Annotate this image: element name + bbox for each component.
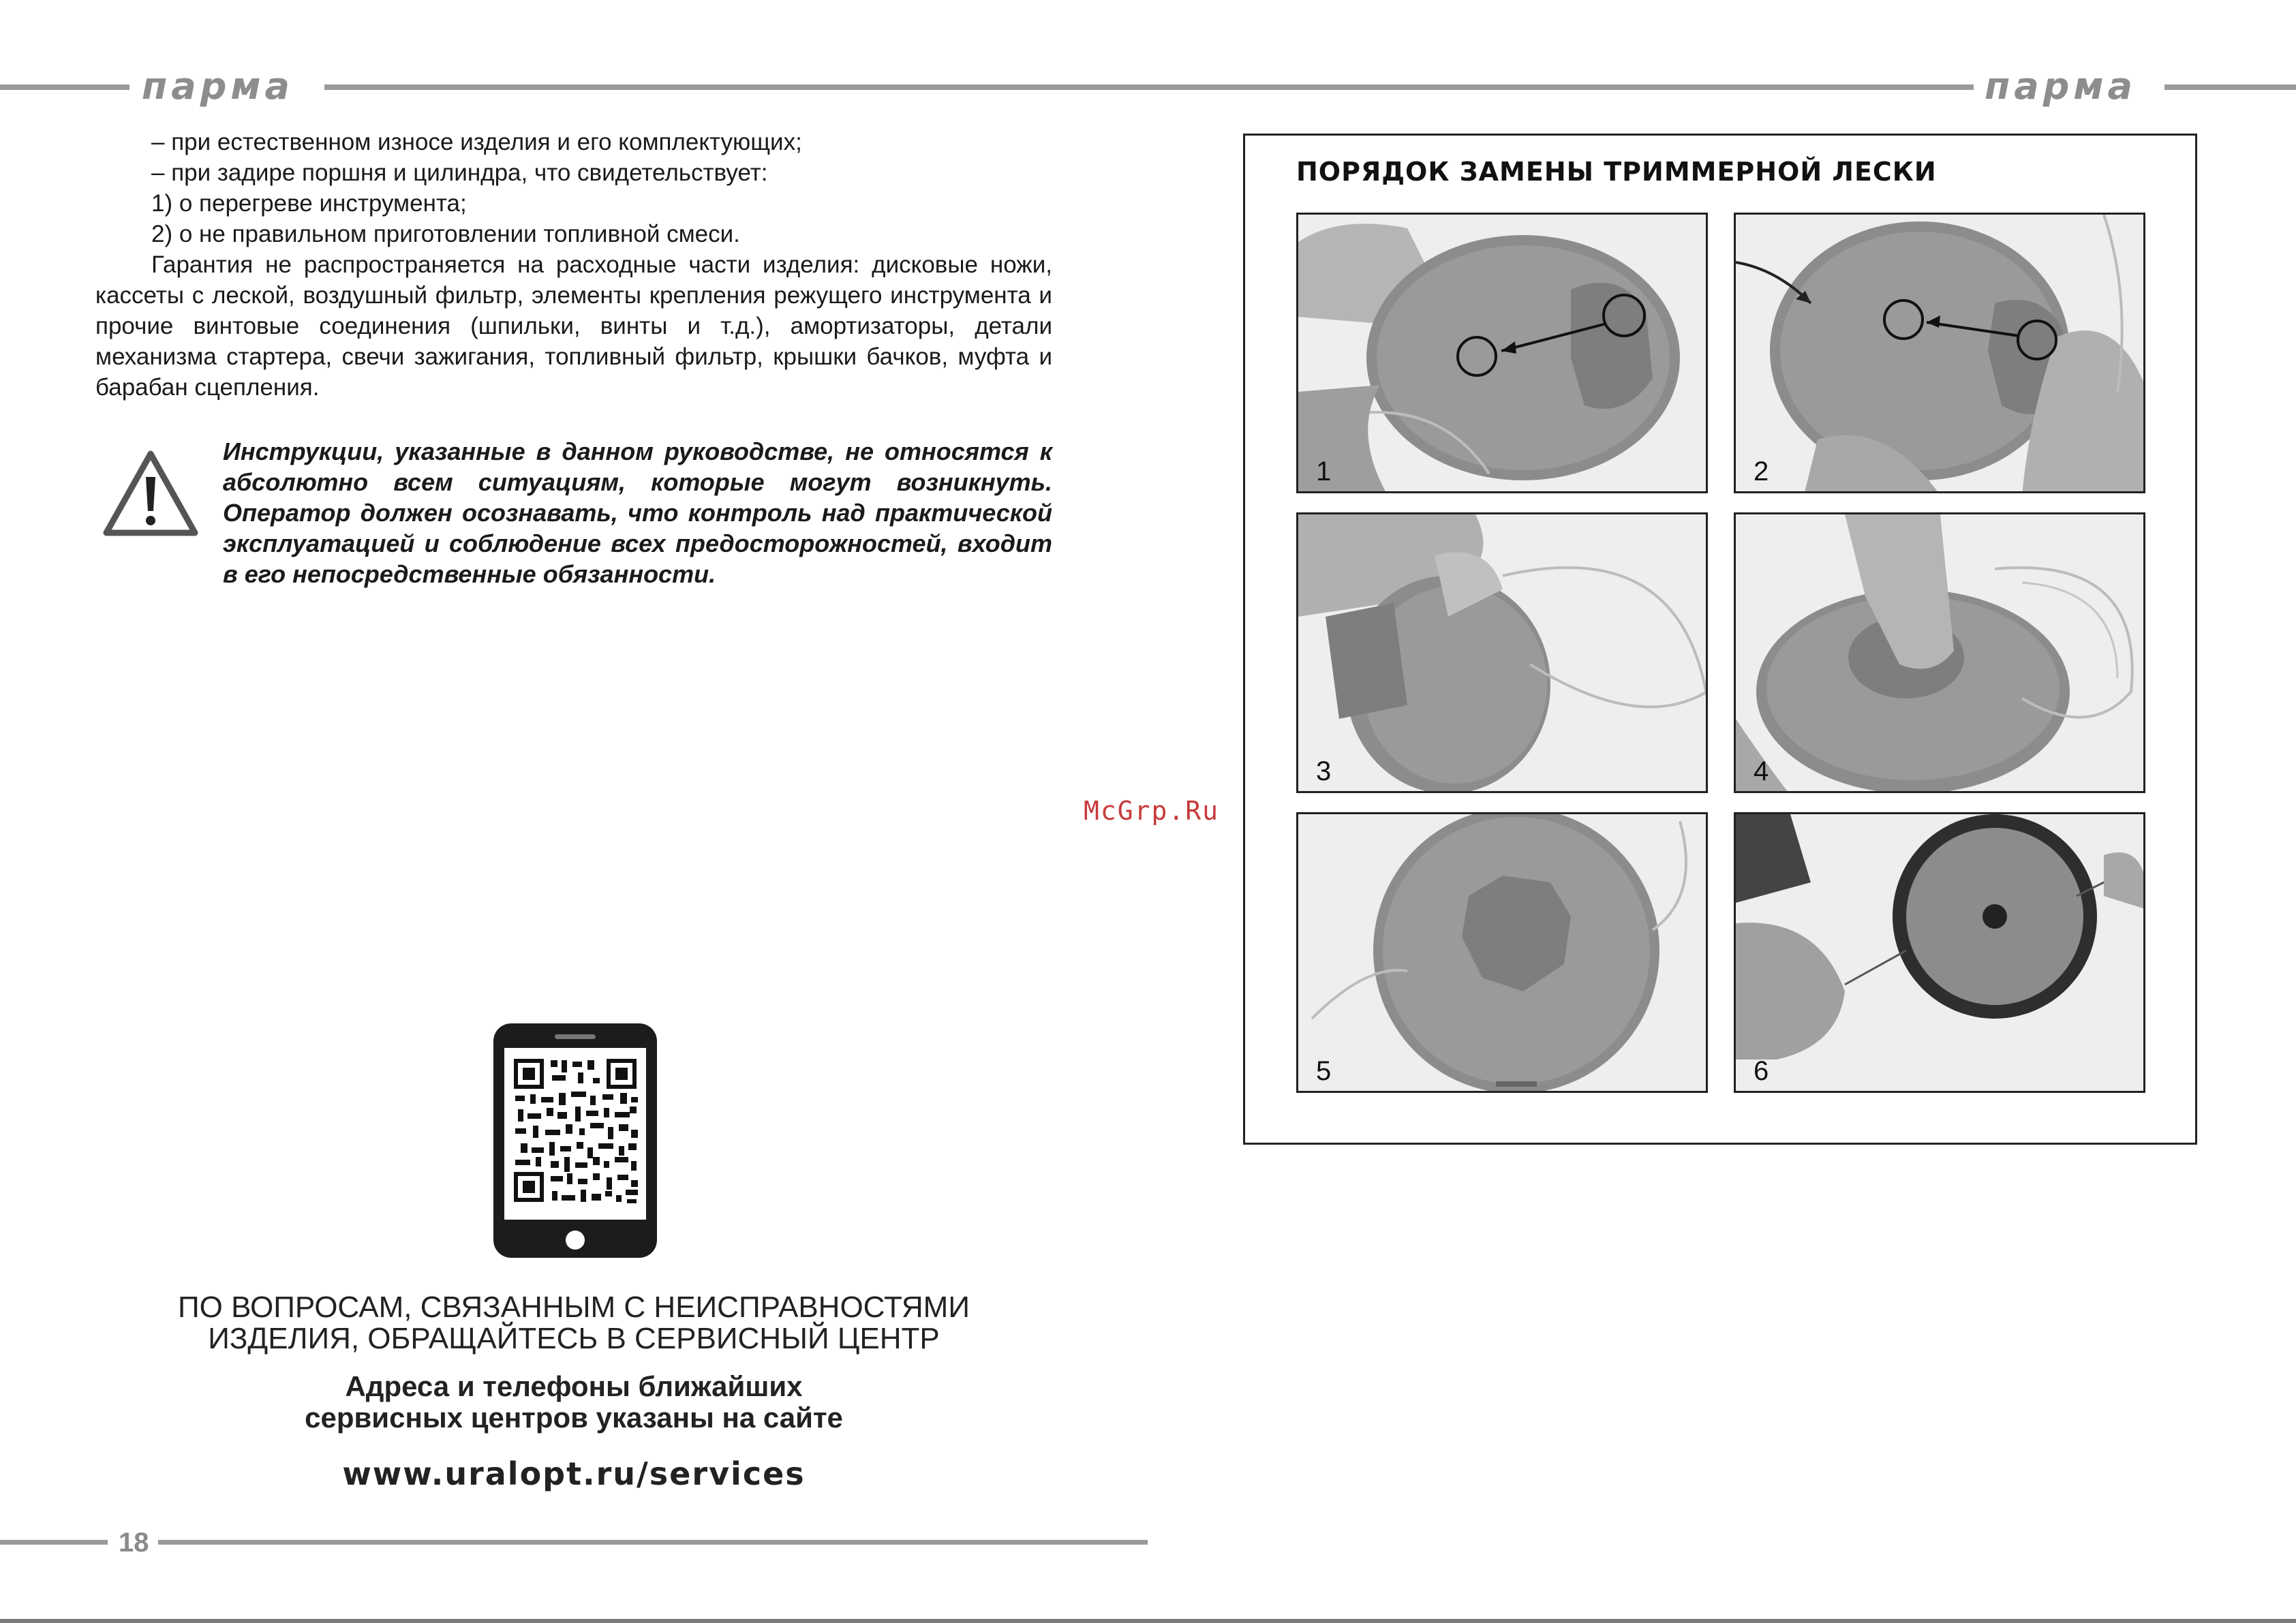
service-line-3: Адреса и телефоны ближайших — [345, 1370, 803, 1402]
spool-icon — [1736, 814, 2145, 1093]
footer-rule-right — [158, 1540, 1148, 1545]
spool-icon — [1736, 514, 2145, 793]
spool-icon — [1298, 814, 1708, 1093]
brand-logo-right: парма — [1985, 65, 2137, 108]
spool-icon — [1298, 215, 1708, 493]
header-rule-center — [324, 84, 1974, 90]
service-notice — [95, 1292, 1052, 1355]
warranty-text — [95, 127, 1052, 403]
footer-rule-left — [0, 1540, 108, 1545]
warning-text: Инструкции, указанные в данном руководстве, не относятся к абсолютно всем ситуациям, которые могут возникнуть. Оператор должен осознавать, что контроль над практической эксплуатацией и соблюдение всех предосторожностей, входит в его непосредственные обязанности. — [223, 437, 1052, 588]
phone-qr-icon — [491, 1021, 660, 1261]
spool-icon — [1298, 514, 1708, 793]
service-url-link[interactable]: www.uralopt.ru/services — [342, 1455, 806, 1492]
step-photo-3 — [1296, 512, 1708, 793]
page-number: 18 — [119, 1528, 149, 1558]
step-photo-2 — [1734, 213, 2145, 493]
list-item: 2) о не правильном приготовлении топливной смеси. — [151, 221, 740, 247]
step-photo-4 — [1734, 512, 2145, 793]
service-addresses — [95, 1371, 1052, 1434]
list-item: – при задире поршня и цилиндра, что свидетельствует: — [151, 159, 768, 186]
page-edge — [0, 1619, 2296, 1623]
service-line-2: ИЗДЕЛИЯ, ОБРАЩАЙТЕСЬ В СЕРВИСНЫЙ ЦЕНТР — [208, 1322, 940, 1355]
step-photo-1 — [1296, 213, 1708, 493]
spool-icon — [1736, 215, 2145, 493]
step-number: 1 — [1316, 457, 1332, 486]
step-number: 5 — [1316, 1056, 1332, 1086]
service-line-4: сервисных центров указаны на сайте — [305, 1402, 843, 1434]
step-photo-6 — [1734, 812, 2145, 1093]
header-rule-right — [2164, 84, 2296, 90]
instruction-title: ПОРЯДОК ЗАМЕНЫ ТРИММЕРНОЙ ЛЕСКИ — [1296, 157, 1937, 187]
warning-triangle-icon — [101, 448, 200, 538]
watermark: McGrp.Ru — [1084, 796, 1220, 826]
step-number: 2 — [1754, 457, 1769, 486]
step-photo-5 — [1296, 812, 1708, 1093]
list-item: 1) о перегреве инструмента; — [151, 190, 467, 217]
list-item: – при естественном износе изделия и его комплектующих; — [151, 129, 802, 155]
exclusion-paragraph: Гарантия не распространяется на расходные части изделия: дисковые ножи, кассеты с леской, воздушный фильтр, элементы крепления режущего инструмента и прочие винтовые соединения (шпильки, винты и т.д.), амортизаторы, детали механизма стартера, свечи зажигания, топливный фильтр, крышки бачков, муфта и барабан сцепления. — [95, 251, 1052, 401]
service-line-1: ПО ВОПРОСАМ, СВЯЗАННЫМ С НЕИСПРАВНОСТЯМИ — [178, 1290, 970, 1324]
step-number: 4 — [1754, 756, 1769, 786]
header-rule-left — [0, 84, 129, 90]
step-number: 3 — [1316, 756, 1332, 786]
step-number: 6 — [1754, 1056, 1769, 1086]
brand-logo-left: парма — [142, 65, 294, 108]
